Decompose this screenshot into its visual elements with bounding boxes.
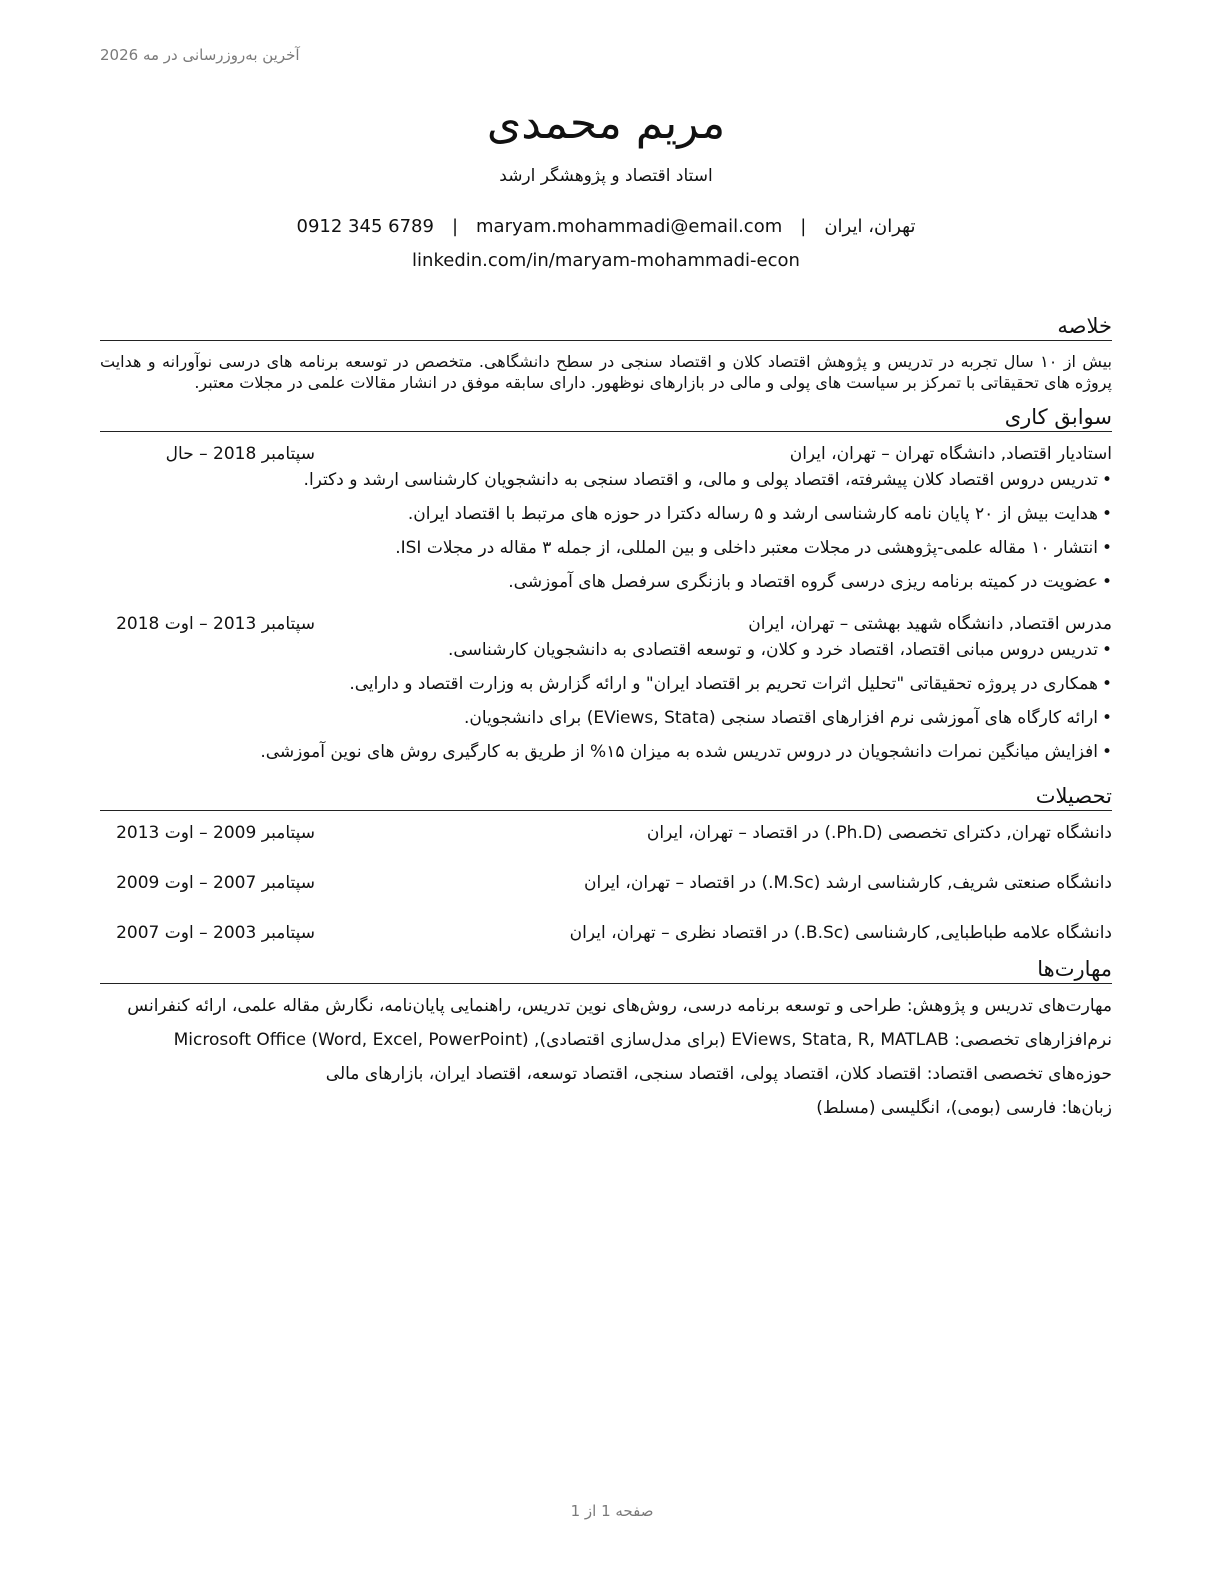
summary-text: بیش از ۱۰ سال تجربه در تدریس و پژوهش اقتصاد کلان و اقتصاد سنجی در سطح دانشگاهی. متخصص در توسعه برنامه های درسی نوآورانه و هدایت پروژه های تحقیقاتی با تمرکز بر سیاست های پولی و مالی در بازارهای نوظهور. دارای سابقه موفق در انشار مقالات علمی در مجلات معتبر. [100,352,1113,392]
job-header [100,442,1112,466]
bullet-item: •هدایت بیش از ۲۰ پایان نامه کارشناسی ارشد و ۵ رساله دکترا در حوزه های مرتبط با اقتصاد ایران. [407,504,1112,524]
section-title-experience: سوابق کاری [100,403,1112,432]
education-dates: سپتامبر 2007 – اوت 2009 [116,873,315,893]
bullet-dot-icon: • [1101,538,1112,558]
education-degree: دانشگاه علامه طباطبایی, کارشناسی (B.Sc.) در اقتصاد نظری – تهران، ایران [569,923,1112,943]
job-entry [100,442,1112,594]
contact-separator: | [800,216,807,237]
bullet-dot-icon: • [1101,674,1112,694]
education-dates: سپتامبر 2009 – اوت 2013 [116,823,315,843]
bullet-dot-icon: • [1101,572,1112,592]
email-address: maryam.mohammadi@email.com [476,216,783,237]
education-entry [100,821,1112,845]
contact-row [100,214,1112,240]
skills-line: حوزه‌های تخصصی اقتصاد: اقتصاد کلان، اقتصاد پولی، اقتصاد سنجی، اقتصاد توسعه، اقتصاد ایران، بازارهای مالی [325,1064,1112,1084]
bullet-item: •انتشار ۱۰ مقاله علمی-پژوهشی در مجلات معتبر داخلی و بین المللی، از جمله ۳ مقاله در مجلات ISI. [395,538,1112,558]
bullet-dot-icon: • [1101,708,1112,728]
job-role: استادیار اقتصاد, دانشگاه تهران – تهران، ایران [789,444,1112,464]
skills-section [100,955,1112,1120]
bullet-dot-icon: • [1101,640,1112,660]
experience-section [100,403,1112,764]
person-name: مریم محمدی [486,98,726,149]
bullet-item: •تدریس دروس اقتصاد کلان پیشرفته، اقتصاد پولی و مالی، و اقتصاد سنجی به دانشجویان کارشناسی ارشد و دکترا. [303,470,1112,490]
skills-line: زبان‌ها: فارسی (بومی)، انگلیسی (مسلط) [816,1098,1112,1118]
education-section [100,782,1112,945]
education-entry [100,921,1112,945]
bullet-dot-icon: • [1101,742,1112,762]
job-entry [100,612,1112,764]
linkedin-link: linkedin.com/in/maryam-mohammadi-econ [412,250,800,271]
skills-line: نرم‌افزارهای تخصصی: EViews, Stata, R, MATLAB (برای مدل‌سازی اقتصادی), Microsoft Office (Word, Excel, PowerPoint) [173,1030,1112,1050]
education-degree: دانشگاه صنعتی شریف, کارشناسی ارشد (M.Sc.) در اقتصاد – تهران، ایران [583,873,1112,893]
education-dates: سپتامبر 2003 – اوت 2007 [116,923,315,943]
job-dates: سپتامبر 2018 – حال [165,444,315,464]
resume-content [100,312,1112,1130]
section-title-education: تحصیلات [100,782,1112,811]
bullet-dot-icon: • [1101,504,1112,524]
person-headline: استاد اقتصاد و پژوهشگر ارشد [499,166,713,186]
skills-line: مهارت‌های تدریس و پژوهش: طراحی و توسعه برنامه درسی، روش‌های نوین تدریس، راهنمایی پایان‌نامه، نگارش مقاله علمی، ارائه کنفرانس [127,996,1112,1016]
bullet-dot-icon: • [1101,470,1112,490]
bullet-item: •عضویت در کمیته برنامه ریزی درسی گروه اقتصاد و بازنگری سرفصل های آموزشی. [508,572,1112,592]
job-bullets [100,638,1112,764]
job-role: مدرس اقتصاد, دانشگاه شهید بهشتی – تهران، ایران [748,614,1112,634]
contact-separator: | [451,216,459,237]
education-entry [100,871,1112,895]
education-degree: دانشگاه تهران, دکترای تخصصی (Ph.D.) در اقتصاد – تهران، ایران [646,823,1112,843]
page-number: صفحه 1 از 1 [570,1502,654,1520]
summary-section [100,312,1112,393]
location: تهران، ایران [824,216,916,237]
bullet-item: •همکاری در پروژه تحقیقاتی "تحلیل اثرات تحریم بر اقتصاد ایران" و ارائه گزارش به وزارت اقتصاد و دارایی. [349,674,1112,694]
phone-number: 0912 345 6789 [296,216,434,237]
bullet-item: •ارائه کارگاه های آموزشی نرم افزارهای اقتصاد سنجی (EViews, Stata) برای دانشجویان. [464,708,1112,728]
bullet-item: •تدریس دروس مبانی اقتصاد، اقتصاد خرد و کلان، و توسعه اقتصادی به دانشجویان کارشناسی. [448,640,1112,660]
section-title-summary: خلاصه [100,312,1112,341]
last-updated-note: آخرین به‌روزرسانی در مه 2026 [100,46,300,64]
section-title-skills: مهارت‌ها [100,955,1112,984]
job-dates: سپتامبر 2013 – اوت 2018 [116,614,315,634]
job-bullets [100,468,1112,594]
resume-header [100,96,1112,274]
job-header [100,612,1112,636]
bullet-item: •افزایش میانگین نمرات دانشجویان در دروس تدریس شده به میزان ۱۵% از طریق به کارگیری روش های نوین آموزشی. [260,742,1112,762]
